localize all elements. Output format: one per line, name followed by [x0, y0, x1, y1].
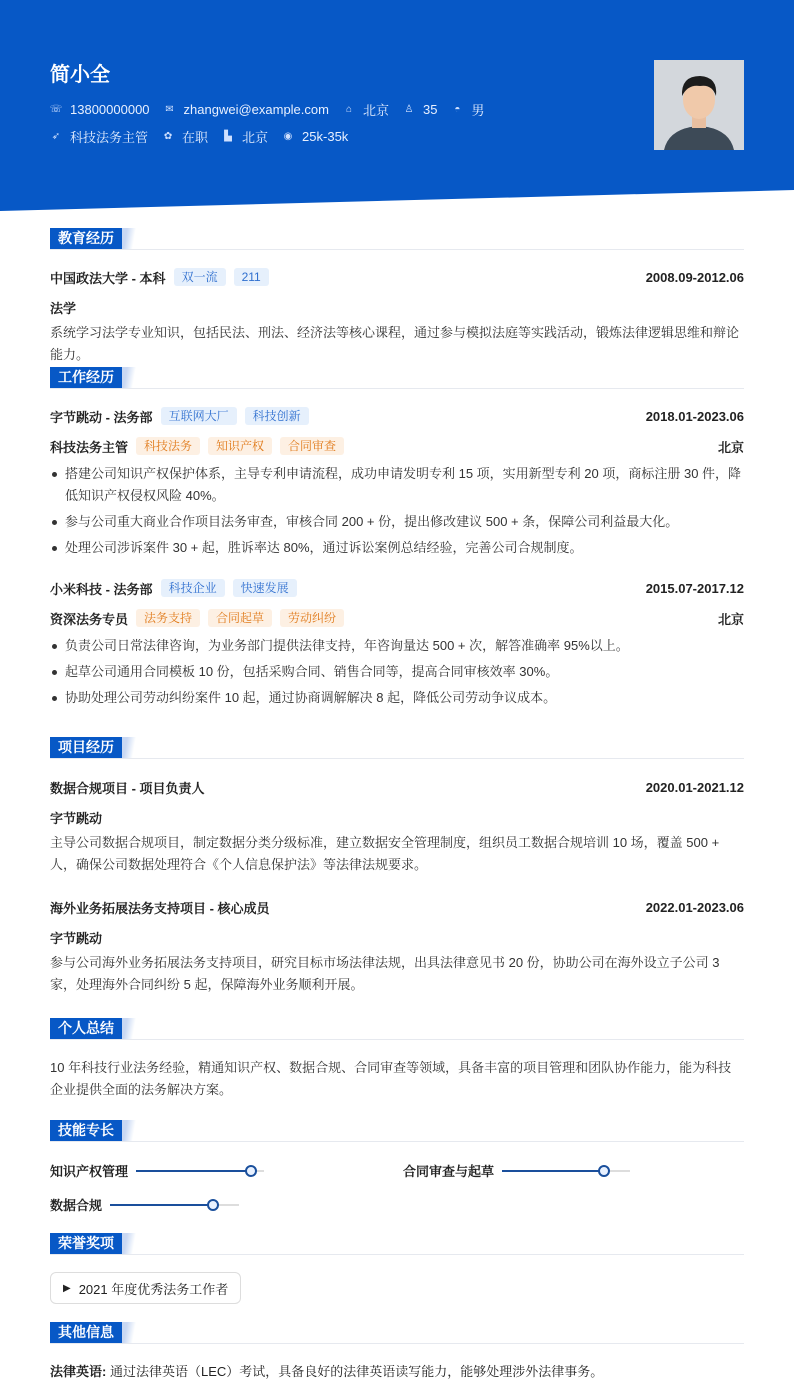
tag: 知识产权	[208, 437, 272, 455]
bullet: 起草公司通用合同模板 10 份，包括采购合同、销售合同等，提高合同审核效率 30%。	[50, 661, 744, 683]
section-title: 荣誉奖项	[50, 1233, 122, 1254]
work-entry	[50, 573, 744, 713]
role: 科技法务主管	[50, 439, 129, 455]
description: 系统学习法学专业知识，包括民法、刑法、经济法等核心课程，通过参与模拟法庭等实践活动，锻炼法律逻辑思维和辩论能力。	[50, 325, 740, 362]
section-work	[50, 367, 744, 389]
tag: 互联网大厂	[161, 407, 237, 425]
date: 2015.07-2017.12	[645, 580, 744, 596]
skill-item	[50, 1161, 264, 1180]
section-title: 其他信息	[50, 1322, 122, 1343]
company: 字节跳动 - 法务部	[50, 409, 153, 425]
date: 2008.09-2012.06	[645, 269, 744, 285]
company: 小米科技 - 法务部	[50, 581, 153, 597]
tag: 科技企业	[161, 579, 225, 597]
date: 2020.01-2021.12	[645, 779, 744, 795]
skill-slider	[502, 1170, 630, 1172]
role: 资深法务专员	[50, 611, 129, 627]
tag: 双一流	[174, 268, 226, 286]
award-item[interactable]	[50, 1272, 241, 1304]
phone: 13800000000	[70, 102, 150, 117]
section-title: 项目经历	[50, 737, 122, 758]
tag: 211	[234, 268, 269, 286]
tag: 法务支持	[136, 609, 200, 627]
award-label: 2021 年度优秀法务工作者	[78, 1281, 229, 1297]
tag: 科技创新	[245, 407, 309, 425]
section-title: 技能专长	[50, 1120, 122, 1141]
target-icon: ◉	[283, 131, 293, 142]
skill-slider	[136, 1170, 264, 1172]
status: 在职	[182, 130, 209, 145]
city: 北京	[717, 611, 744, 627]
company: 字节跳动	[50, 810, 103, 826]
age-icon: ♙	[404, 104, 414, 115]
position: 科技法务主管	[70, 130, 149, 145]
location: 北京	[362, 103, 389, 118]
age: 35	[422, 102, 438, 117]
salary: 25k-35k	[302, 129, 349, 144]
project-title: 数据合规项目 - 项目负责人	[50, 780, 205, 796]
section-summary	[50, 1018, 744, 1040]
skill-item	[403, 1161, 630, 1180]
other-text: 通过法律英语（LEC）考试，具备良好的法律英语读写能力，能够处理涉外法律事务。	[109, 1364, 604, 1379]
bullet: 搭建公司知识产权保护体系，主导专利申请流程，成功申请发明专利 15 项，实用新型专利 20 项，商标注册 30 件，降低知识产权侵权风险 40%。	[50, 463, 744, 507]
slider-knob	[598, 1165, 610, 1177]
send-icon: ➶	[51, 131, 61, 142]
section-awards	[50, 1233, 744, 1255]
candidate-name: 简小全	[50, 64, 110, 86]
gender-icon: ◓	[454, 104, 461, 115]
avatar-photo	[654, 60, 744, 150]
city: 北京	[717, 439, 744, 455]
bullet: 处理公司涉诉案件 30 + 起，胜诉率达 80%，通过诉讼案例总结经验，完善公司合规制度。	[50, 537, 744, 559]
tag: 科技法务	[136, 437, 200, 455]
home-icon: ⌂	[345, 104, 352, 115]
description: 主导公司数据合规项目，制定数据分类分级标准，建立数据安全管理制度，组织员工数据合规培训 10 场，覆盖 500 + 人，确保公司数据处理符合《个人信息保护法》等法律法规要求。	[50, 835, 720, 872]
gender: 男	[471, 103, 485, 118]
section-skills	[50, 1120, 744, 1142]
section-title: 工作经历	[50, 367, 122, 388]
school: 中国政法大学 - 本科	[50, 270, 166, 286]
contact-row	[50, 100, 498, 119]
section-projects	[50, 737, 744, 759]
tag: 合同起草	[208, 609, 272, 627]
major: 法学	[50, 300, 77, 316]
skill-slider	[110, 1204, 239, 1206]
skill-name: 知识产权管理	[50, 1164, 129, 1179]
gear-icon: ✿	[163, 131, 173, 142]
mail-icon: ✉	[165, 104, 174, 115]
date: 2022.01-2023.06	[645, 899, 744, 915]
company: 字节跳动	[50, 930, 103, 946]
bullet: 参与公司重大商业合作项目法务审查，审核合同 200 + 份，提出修改建议 500 + 条，保障公司利益最大化。	[50, 511, 744, 533]
description: 参与公司海外业务拓展法务支持项目，研究目标市场法律法规，出具法律意见书 20 份，协助公司在海外设立子公司 3 家，处理海外合同纠纷 5 起，保障海外业务顺利开展。	[50, 955, 720, 992]
skill-name: 合同审查与起草	[403, 1164, 495, 1179]
skill-name: 数据合规	[50, 1198, 103, 1213]
bullet: 协助处理公司劳动纠纷案件 10 起，通过协商调解解决 8 起，降低公司劳动争议成本。	[50, 687, 744, 709]
project-title: 海外业务拓展法务支持项目 - 核心成员	[50, 900, 270, 916]
section-education	[50, 228, 744, 250]
slider-knob	[207, 1199, 219, 1211]
section-title: 个人总结	[50, 1018, 122, 1039]
education-entry	[50, 262, 744, 370]
section-other	[50, 1322, 744, 1344]
tag: 快速发展	[233, 579, 297, 597]
summary-text: 10 年科技行业法务经验，精通知识产权、数据合规、合同审查等领域，具备丰富的项目管理和团队协作能力，能为科技企业提供全面的法务解决方案。	[50, 1060, 732, 1097]
email[interactable]: zhangwei@example.com	[183, 102, 329, 117]
triangle-right-icon: ▶	[63, 1282, 71, 1294]
other-info	[50, 1362, 744, 1382]
tag: 合同审查	[280, 437, 344, 455]
date: 2018.01-2023.06	[645, 408, 744, 424]
building-icon: ▙	[224, 131, 232, 142]
tag: 劳动纠纷	[280, 609, 344, 627]
section-title: 教育经历	[50, 228, 122, 249]
job-intent-row	[50, 127, 362, 146]
skill-item	[50, 1195, 239, 1214]
city: 北京	[242, 130, 269, 145]
work-entry	[50, 401, 744, 563]
project-entry	[50, 892, 744, 1000]
bullet: 负责公司日常法律咨询，为业务部门提供法律支持，年咨询量达 500 + 次，解答准确率 95%以上。	[50, 635, 744, 657]
other-label: 法律英语:	[50, 1364, 107, 1379]
phone-icon: ☏	[49, 104, 63, 115]
project-entry	[50, 772, 744, 880]
slider-knob	[245, 1165, 257, 1177]
